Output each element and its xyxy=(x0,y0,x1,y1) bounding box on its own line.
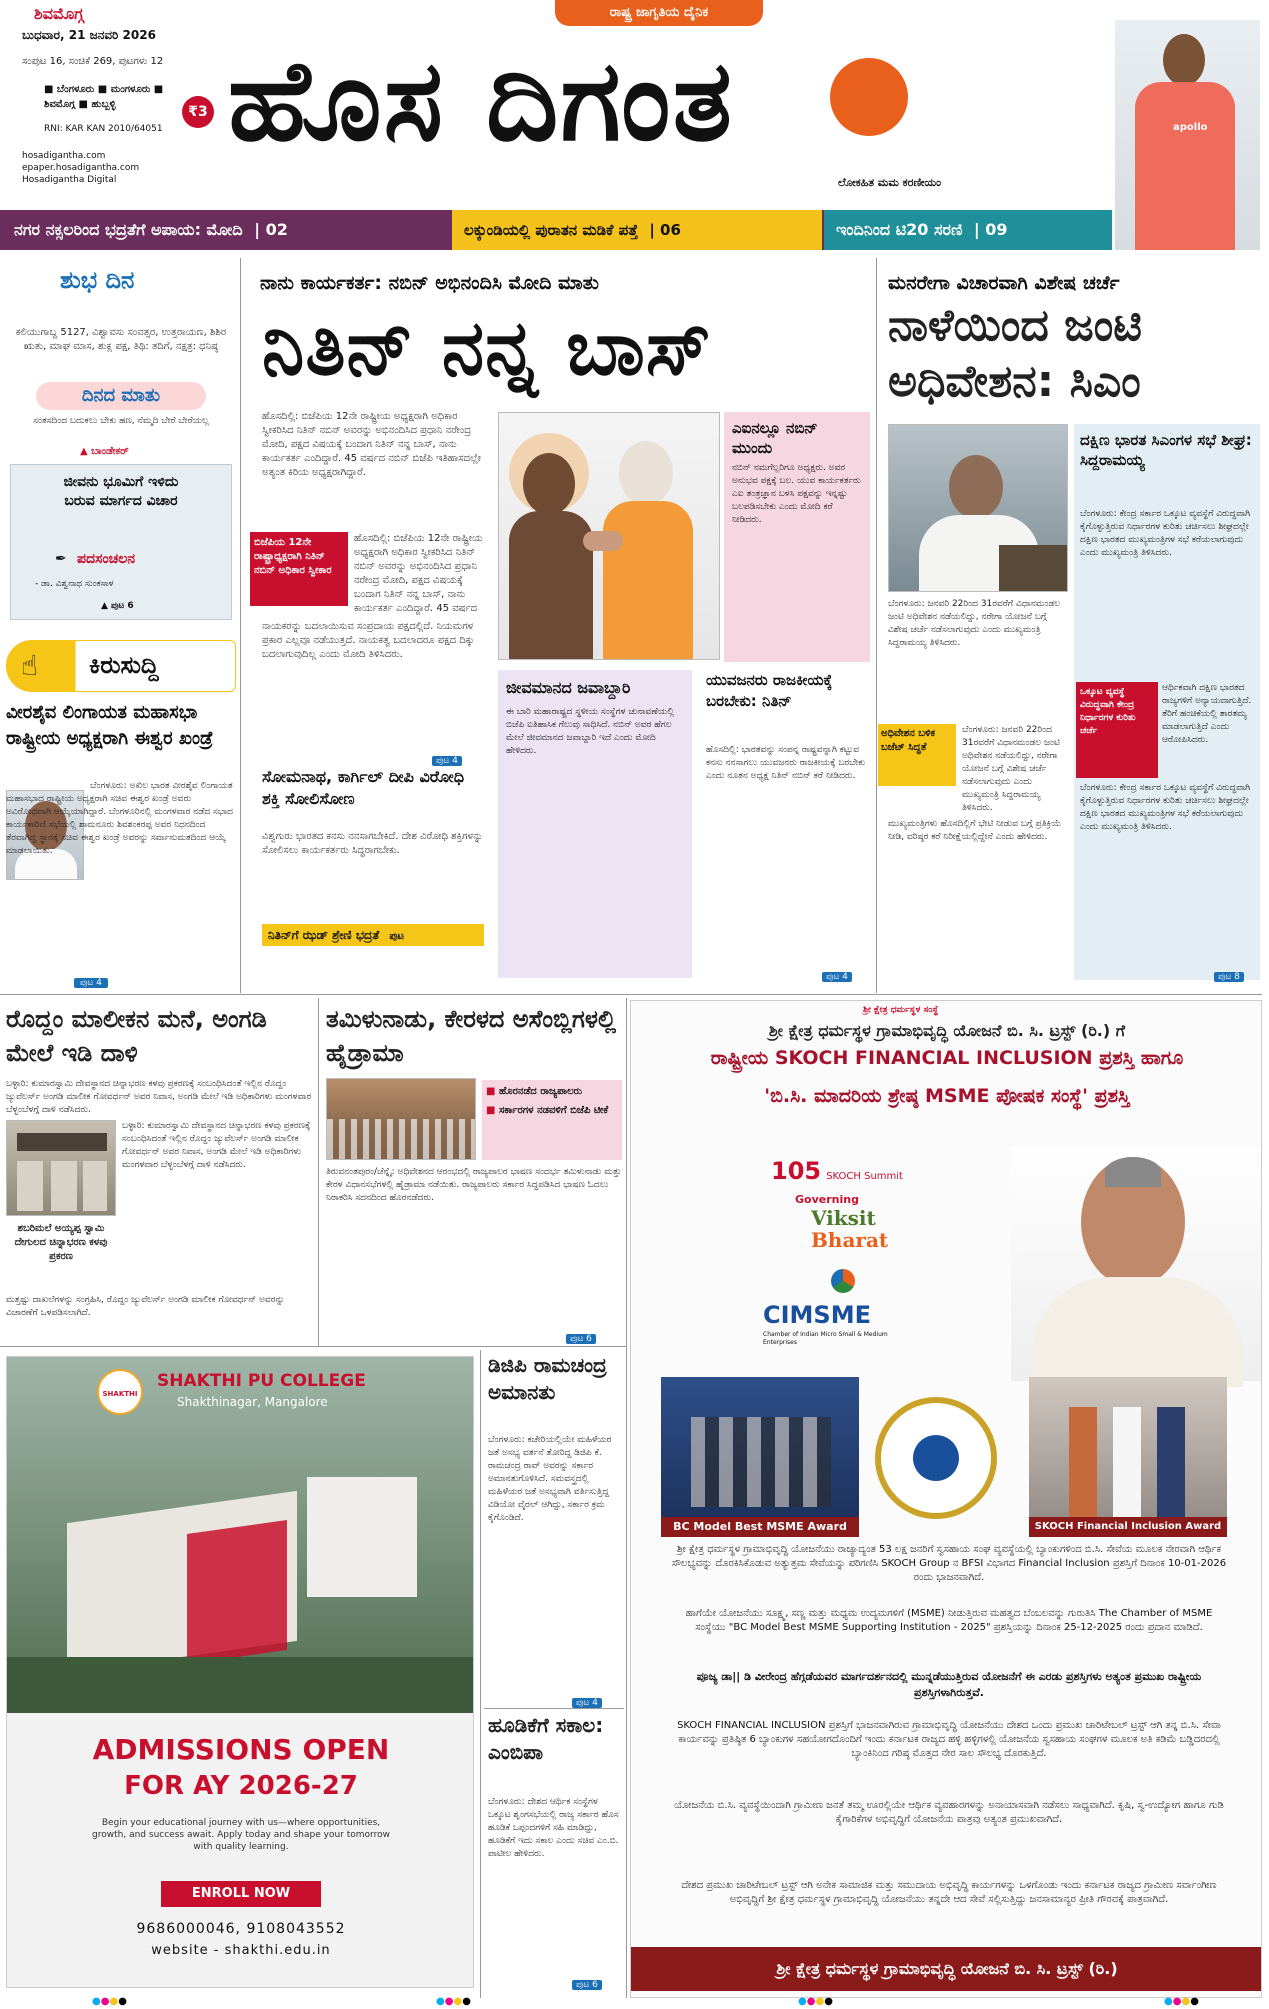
assembly-headline: ತಮಿಳುನಾಡು, ಕೇರಳದ ಅಸೆಂಬ್ಲಿಗಳಲ್ಲಿ ಹೈಡ್ರಾಮಾ xyxy=(326,1005,617,1067)
dinada-matu-title: ದಿನದ ಮಾತು xyxy=(36,382,206,410)
skoch-advertisement xyxy=(630,1000,1262,1998)
ad-para-2: ಹಾಗೆಯೇ ಯೋಜನೆಯು ಸೂಕ್ಷ್ಮ, ಸಣ್ಣ ಮತ್ತು ಮಧ್ಯಮ ಉದ್ಯಮಗಳಿಗೆ (MSME) ನೀಡುತ್ತಿರುವ ಮಹತ್ವದ ಬೆಂಬಲವನ್ನು ಗುರುತಿಸಿ The Chamber of MSME ಸಂಸ್ಥೆಯು "BC Model Best MSME Supporting Institution - 2025" ಪ್ರಶಸ್ತಿಯನ್ನು ದಿನಾಂಕ 25-12-2025 ರಂದು ಪ್ರದಾನ ಮಾಡಿದೆ. xyxy=(685,1608,1213,1633)
enroll-now-button[interactable]: ENROLL NOW xyxy=(161,1881,321,1907)
laurel-emblem-icon xyxy=(875,1397,997,1519)
column-page: ▲ ಪುಟ 6 xyxy=(101,601,134,611)
college-advertisement xyxy=(6,1356,474,1988)
ticker-text: ನಗರ ನಕ್ಸಲರಿಂದ ಭದ್ರತೆಗೆ ಅಪಾಯ: ಮೋದಿ xyxy=(14,220,243,239)
ai-sidebar xyxy=(724,412,870,662)
column-author: - ಡಾ. ವಿಶ್ವನಾಥ ಸುಂಕಸಾಳ xyxy=(35,579,114,589)
column-name: ಪದಸಂಚಲನ xyxy=(77,551,136,567)
jeeva-box xyxy=(498,670,692,978)
assembly-photo xyxy=(326,1078,476,1160)
ticker-page: 06 xyxy=(660,221,681,239)
photo-caption: BC Model Best MSME Award xyxy=(661,1517,859,1537)
kiru-headline: ವೀರಶೈವ ಲಿಂಗಾಯತ ಮಹಾಸಭಾ ರಾಷ್ಟ್ರೀಯ ಅಧ್ಯಕ್ಷರಾಗಿ ಈಶ್ವರ ಖಂಡ್ರೆ xyxy=(6,702,213,749)
sun-emblem-icon xyxy=(830,58,908,136)
lead-body-2: ನಾಯಕರನ್ನು ಬದಲಾಯಿಸುವ ಸಂಪ್ರದಾಯ ಪಕ್ಷದಲ್ಲಿದೆ. ನಿಯಮಗಳ ಪ್ರಕಾರ ಎಲ್ಲವೂ ನಡೆಯುತ್ತದೆ. ನಾಯಕತ್ವ ಬದಲಾದರೂ ಪಕ್ಷದ ದಿಕ್ಕು ಬದಲಾಗುವುದಿಲ್ಲ ಎಂದು ಮೋದಿ ತಿಳಿಸಿದರು. xyxy=(262,621,475,660)
print-registration-marks: ●●●● xyxy=(798,1996,833,2007)
website-link[interactable]: hosadigantha.com xyxy=(22,151,106,161)
newspaper-name: ಹೊಸ ದಿಗಂತ xyxy=(228,36,734,166)
kiru-page-link[interactable]: ಪುಟ 4 xyxy=(74,978,108,988)
south-cm-box xyxy=(1074,424,1260,980)
assembly-text: ತಿರುವನಂತಪುರಂ/ಚೆನ್ನೈ: ಅಧಿವೇಶನದ ಆರಂಭದಲ್ಲಿ ರಾಜ್ಯಪಾಲರ ಭಾಷಣ ಸಂದರ್ಭ ತಮಿಳುನಾಡು ಮತ್ತು ಕೇರಳ ವಿಧಾನಸಭೆಗಳಲ್ಲಿ ಹೈಡ್ರಾಮಾ ನಡೆಯಿತು. ರಾಜ್ಯಪಾಲರು ಸರ್ಕಾರ ಸಿದ್ಧಪಡಿಸಿದ ಭಾಷಣ ಓದಲು ನಿರಾಕರಿಸಿ ಸದನದಿಂದ ಹೊರನಡೆದರು. xyxy=(326,1167,622,1203)
motto: ಲೋಕಹಿತ ಮಮ ಕರಣೀಯಂ xyxy=(838,176,942,189)
ed-raid-caption: ಶಬರಿಮಲೆ ಅಯ್ಯಪ್ಪ ಸ್ವಾಮಿ ದೇಗುಲದ ಚಿನ್ನಾಭರಣ ಕಳವು ಪ್ರಕರಣ xyxy=(14,1223,108,1262)
ticker-text: ಇಂದಿನಿಂದ ಟಿ20 ಸರಣಿ xyxy=(836,220,963,239)
msme-award-photo xyxy=(661,1377,859,1537)
cimsme-emblem-icon xyxy=(831,1269,855,1293)
box-highlight: ಒಕ್ಕೂಟ ವ್ಯವಸ್ಥೆ ವಿರುದ್ಧವಾಗಿ ಕೇಂದ್ರ ನಿರ್ಧಾರಗಳ ಕುರಿತು ಚರ್ಚೆ xyxy=(1076,682,1158,778)
ed-raid-text-2: ಮತ್ತಷ್ಟು ದಾಖಲೆಗಳನ್ನು ಸಂಗ್ರಹಿಸಿ, ರೊದ್ದಂ ಜ್ಯುವೆಲರ್ಸ್ ಅಂಗಡಿ ಮಾಲೀಕ ಗೋವರ್ಧನ್ ಅವರನ್ನು ವಿಚಾರಣೆಗೆ ಒಳಪಡಿಸಲಾಗಿದೆ. xyxy=(6,1295,285,1318)
ad-para-3: ಪೂಜ್ಯ ಡಾ|| ಡಿ ವೀರೇಂದ್ರ ಹೆಗ್ಗಡೆಯವರ ಮಾರ್ಗದರ್ಶನದಲ್ಲಿ ಮುನ್ನಡೆಯುತ್ತಿರುವ ಯೋಜನೆಗೆ ಈ ಎರಡು ಪ್ರಶಸ್ತಿಗಳು ಅತ್ಯಂತ ಪ್ರಮುಖ ರಾಷ್ಟ್ರೀಯ ಪ್ರಶಸ್ತಿಗಳಾಗಿರುತ್ತವೆ. xyxy=(696,1670,1202,1699)
epaper-link[interactable]: epaper.hosadigantha.com xyxy=(22,163,140,173)
box-text: ಬೆಂಗಳೂರು: ಕೇಂದ್ರ ಸರ್ಕಾರ ಒಕ್ಕೂಟ ವ್ಯವಸ್ಥೆಗೆ ವಿರುದ್ಧವಾಗಿ ಕೈಗೊಳ್ಳುತ್ತಿರುವ ನಿರ್ಧಾರಗಳ ಕುರಿತು ಚರ್ಚಿಸಲು ಶೀಘ್ರದಲ್ಲೇ ದಕ್ಷಿಣ ಭಾರತದ ಮುಖ್ಯಮಂತ್ರಿಗಳ ಸಭೆ ಕರೆಯಲಾಗುವುದು ಎಂದು ಮುಖ್ಯಮಂತ್ರಿ ತಿಳಿಸಿದರು. xyxy=(1080,509,1251,558)
ticker-item-3[interactable]: ಇಂದಿನಿಂದ ಟಿ20 ಸರಣಿ | 09 xyxy=(824,210,1112,250)
kirusuddi-banner xyxy=(6,640,236,692)
edition-list: ■ ಬೆಂಗಳೂರು ■ ಮಂಗಳೂರು ■ ಶಿವಮೊಗ್ಗ ■ ಹುಬ್ಬಳ್ಳಿ xyxy=(44,84,164,110)
cimsme-sub: Chamber of Indian Micro Small & Medium Enterprises xyxy=(763,1331,888,1346)
ad-top-tag: ಶ್ರೀ ಕ್ಷೇತ್ರ ಧರ್ಮಸ್ಥಳ ಸಂಸ್ಥೆ xyxy=(863,1005,939,1015)
dgp-headline: ಡಿಜಿಪಿ ರಾಮಚಂದ್ರ ಅಮಾನತು xyxy=(488,1353,607,1404)
price: ₹3 xyxy=(188,104,208,120)
college-website[interactable]: website - shakthi.edu.in xyxy=(151,1943,331,1958)
row2-page-link[interactable]: ಪುಟ 6 xyxy=(566,1326,596,1345)
ticker-page: 02 xyxy=(265,220,288,239)
ad-org: ಶ್ರೀ ಕ್ಷೇತ್ರ ಧರ್ಮಸ್ಥಳ ಗ್ರಾಮಾಭಿವೃದ್ಧಿ ಯೋಜನೆ ಬಿ. ಸಿ. ಟ್ರಸ್ಟ್ (ರಿ.) ಗೆ xyxy=(768,1021,1126,1040)
admission-panel xyxy=(7,1713,474,1988)
tagline-banner xyxy=(555,0,763,26)
z-security-strip: ನಿತಿನ್‌ಗೆ ಝಡ್ ಶ್ರೇಣಿ ಭದ್ರತೆ ಪುಟ xyxy=(262,924,484,946)
skoch-award-photo xyxy=(1029,1377,1227,1537)
college-logo-icon: SHAKTHI xyxy=(97,1369,143,1415)
right-headline: ನಾಳೆಯಿಂದ ಜಂಟಿ ಅಧಿವೇಶನ: ಸಿಎಂ xyxy=(888,300,1142,407)
quote-author: ▲ ಬಾಂಡೇಕರ್ xyxy=(80,446,129,457)
bullet-1: ■ ಹೊರನಡೆದ ರಾಜ್ಯಪಾಲರು xyxy=(486,1086,583,1097)
story-text: ಈ ಬಾರಿ ಮಹಾರಾಷ್ಟ್ರದ ಸ್ಥಳೀಯ ಸಂಸ್ಥೆಗಳ ಚುನಾವಣೆಯಲ್ಲಿ ಬಿಜೆಪಿ ಐತಿಹಾಸಿಕ ಗೆಲುವು ಸಾಧಿಸಿದೆ. ನಬಿನ್ ಅವರ ಹೆಗಲ ಮೇಲೆ ಜೀವಮಾನದ ಜವಾಬ್ದಾರಿ ಇದೆ ಎಂದು ಮೋದಿ ಹೇಳಿದರು. xyxy=(506,707,675,756)
ad-award-2: 'ಬಿ.ಸಿ. ಮಾದರಿಯ ಶ್ರೇಷ್ಠ MSME ಪೋಷಕ ಸಂಸ್ಥೆ' ಪ್ರಶಸ್ತಿ xyxy=(764,1085,1130,1107)
ed-raid-text: ಬಳ್ಳಾರಿ: ಕುಮಾರಸ್ವಾಮಿ ದೇವಸ್ಥಾನದ ಚಿನ್ನಾಭರಣ ಕಳವು ಪ್ರಕರಣಕ್ಕೆ ಸಂಬಂಧಿಸಿದಂತೆ ಇಲ್ಲಿನ ರೊದ್ದಂ ಜ್ಯುವೆಲರ್ಸ್ ಅಂಗಡಿ ಮಾಲೀಕ ಗೋವರ್ಧನ್ ಅವರ ನಿವಾಸ, ಅಂಗಡಿ ಮೇಲೆ ಇಡಿ ಅಧಿಕಾರಿಗಳು ಮಂಗಳವಾರ ಬೆಳ್ಳಂಬೆಳಗ್ಗೆ ದಾಳಿ ನಡೆಸಿದರು. xyxy=(6,1079,312,1115)
print-registration-marks: ●●●● xyxy=(1164,1996,1199,2007)
lead-highlight: ಬಿಜೆಪಿಯ 12ನೇ ರಾಷ್ಟ್ರಾಧ್ಯಕ್ಷರಾಗಿ ನಿತಿನ್ ನಬಿನ್ ಅಧಿಕಾರ ಸ್ವೀಕಾರ xyxy=(250,532,348,606)
issue-volume: ಸಂಪುಟ 16, ಸಂಚಿಕೆ 269, ಪುಟಗಳು 12 xyxy=(22,56,164,67)
box-headline: ದಕ್ಷಿಣ ಭಾರತ ಸಿಎಂಗಳ ಸಭೆ ಶೀಘ್ರ: ಸಿದ್ದರಾಮಯ್ಯ xyxy=(1080,431,1252,469)
ticker-item-2[interactable]: ಲಕ್ಕುಂಡಿಯಲ್ಲಿ ಪುರಾತನ ಮಡಿಕೆ ಪತ್ತೆ | 06 xyxy=(452,210,822,250)
lead-kicker: ನಾನು ಕಾರ್ಯಕರ್ತ: ನಬಿನ್ ಅಭಿನಂದಿಸಿ ಮೋದಿ ಮಾತು xyxy=(260,272,599,294)
ad-para-1: ಶ್ರೀ ಕ್ಷೇತ್ರ ಧರ್ಮಸ್ಥಳ ಗ್ರಾಮಾಭಿವೃದ್ಧಿ ಯೋಜನೆಯು ರಾಜ್ಯಾದ್ಯಂತ 53 ಲಕ್ಷ ಜನರಿಗೆ ಸ್ವಸಹಾಯ ಸಂಘ ವ್ಯವಸ್ಥೆಯಲ್ಲಿ ಬ್ಯಾಂಕುಗಳಿಂದ ಬಿ.ಸಿ. ಸೇವೆಯ ಮೂಲಕ ನೇರವಾಗಿ ಆರ್ಥಿಕ ಸೌಲಭ್ಯವನ್ನು ದೊರಕಿಸಿಕೊಡುವ ಅತ್ಯುತ್ತಮ ಸೇವೆಯನ್ನು ಪರಿಗಣಿಸಿ SKOCH Group ನ BFSI ವಿಭಾಗದ Financial Inclusion ಪ್ರಶಸ್ತಿಗೆ ದಿನಾಂಕ 10-01-2026 ರಂದು ಭಾಜನವಾಗಿದೆ. xyxy=(671,1544,1227,1583)
college-place: Shakthinagar, Mangalore xyxy=(177,1395,328,1409)
box-text-2: ಬೆಂಗಳೂರು: ಕೇಂದ್ರ ಸರ್ಕಾರ ಒಕ್ಕೂಟ ವ್ಯವಸ್ಥೆಗೆ ವಿರುದ್ಧವಾಗಿ ಕೈಗೊಳ್ಳುತ್ತಿರುವ ನಿರ್ಧಾರಗಳ ಕುರಿತು ಚರ್ಚಿಸಲು ಶೀಘ್ರದಲ್ಲೇ ದಕ್ಷಿಣ ಭಾರತದ ಮುಖ್ಯಮಂತ್ರಿಗಳ ಸಭೆ ಕರೆಯಲಾಗುವುದು ಎಂದು ಮುಖ್ಯಮಂತ್ರಿ ತಿಳಿಸಿದರು. xyxy=(1080,783,1251,832)
print-registration-marks: ●●●● xyxy=(92,1996,127,2007)
ed-raid-headline: ರೊದ್ದಂ ಮಾಲೀಕನ ಮನೆ, ಅಂಗಡಿ ಮೇಲೆ ಇಡಿ ದಾಳಿ xyxy=(6,1005,267,1067)
right-highlight: ಅಧಿವೇಶನ ಬಳಿಕ ಬಜೆಟ್ ಸಿದ್ಧತೆ xyxy=(878,724,956,786)
rni-number: RNI: KAR KAN 2010/64051 xyxy=(44,124,163,134)
admission-headline: ADMISSIONS OPEN xyxy=(92,1733,390,1766)
hoodike-page-link[interactable]: ಪುಟ 6 xyxy=(572,1972,602,1991)
cricketer-photo: apollo xyxy=(1115,20,1260,250)
photo-caption: SKOCH Financial Inclusion Award xyxy=(1029,1517,1227,1537)
viksit-bharat-logo: Viksit Bharat xyxy=(811,1206,889,1252)
ticker-item-1[interactable]: ನಗರ ನಕ್ಸಲರಿಂದ ಭದ್ರತೆಗೆ ಅಪಾಯ: ಮೋದಿ | 02 xyxy=(0,210,450,250)
admission-tagline: Begin your educational journey with us—where opportunities, growth, and success await. Apply today and shape your tomorrow with quality learning. xyxy=(92,1818,390,1852)
modi-nabin-photo xyxy=(498,412,720,660)
jewellery-shop-photo xyxy=(6,1120,116,1216)
edition-city: ಶಿವಮೊಗ್ಗ xyxy=(34,4,84,23)
hoodike-headline: ಹೂಡಿಕೆಗೆ ಸಕಾಲ: ಎಂಬಿಪಾ xyxy=(488,1713,604,1764)
hand-pointer-icon: ☝ xyxy=(21,649,39,682)
college-name: SHAKTHI PU COLLEGE xyxy=(157,1371,366,1391)
ad-footer: ಶ್ರೀ ಕ್ಷೇತ್ರ ಧರ್ಮಸ್ಥಳ ಗ್ರಾಮಾಭಿವೃದ್ಧಿ ಯೋಜನೆ ಬಿ. ಸಿ. ಟ್ರಸ್ಟ್ (ರಿ.) xyxy=(631,1947,1262,1991)
box-text-side: ಆರ್ಥಿಕವಾಗಿ ದಕ್ಷಿಣ ಭಾರತದ ರಾಜ್ಯಗಳಿಗೆ ಅನ್ಯಾಯವಾಗುತ್ತಿದೆ. ತೆರಿಗೆ ಹಂಚಿಕೆಯಲ್ಲಿ ತಾರತಮ್ಯ ಮಾಡಲಾಗುತ್ತಿದೆ ಎಂದು ಆರೋಪಿಸಿದರು. xyxy=(1162,683,1252,745)
section-title: ಕಿರುಸುದ್ದಿ xyxy=(89,651,159,679)
heggade-photo xyxy=(1011,1147,1262,1381)
ad-award-1: ರಾಷ್ಟ್ರೀಯ SKOCH FINANCIAL INCLUSION ಪ್ರಶಸ್ತಿ ಹಾಗೂ xyxy=(710,1047,1184,1069)
sidebar-headline: ಎಐನಲ್ಲೂ ನಬಿನ್ ಮುಂದು xyxy=(732,419,818,457)
ad-para-4: SKOCH FINANCIAL INCLUSION ಪ್ರಶಸ್ತಿಗೆ ಭಾಜನವಾಗಿರುವ ಗ್ರಾಮಾಭಿವೃದ್ಧಿ ಯೋಜನೆಯು ದೇಶದ ಒಂದು ಪ್ರಮುಖ ಚಾರಿಟೇಬಲ್ ಟ್ರಸ್ಟ್ ಆಗಿ ತನ್ನ ಬಿ.ಸಿ. ಸೇವಾ ಕಾರ್ಯವನ್ನು ಪ್ರತಿಷ್ಠಿತ 6 ಬ್ಯಾಂಕುಗಳ ಸಹಯೋಗದೊಂದಿಗೆ ಇಂದು ಕರ್ನಾಟಕ ರಾಜ್ಯದ ಹಳ್ಳಿ ಹಳ್ಳಿಗಳಲ್ಲಿ ಯೋಜನೆಯ ಸ್ವಸಹಾಯ ಸಂಘಗಳ ಮೂಲಕ ಅತಿ ಕಡಿಮೆ ಬಡ್ಡಿದರದಲ್ಲಿ ಬ್ಯಾಂಕಿನಿಂದ ಗರಿಷ್ಠ ಮೊತ್ತದ ನೇರ ಸಾಲ ಸೌಲಭ್ಯ ದೊರಕುತ್ತಿದೆ. xyxy=(677,1720,1221,1759)
college-phone: 9686000046, 9108043552 xyxy=(136,1921,346,1937)
dgp-page-link[interactable]: ಪುಟ 4 xyxy=(572,1690,602,1709)
middle-page-link[interactable]: ಪುಟ 4 xyxy=(822,964,852,983)
price-badge xyxy=(182,96,214,128)
cimsme-logo: CIMSME xyxy=(763,1301,871,1329)
right-body: ಬೆಂಗಳೂರು: ಜನವರಿ 22ರಿಂದ 31ರವರೆಗೆ ವಿಧಾನಮಂಡಲ ಜಂಟಿ ಅಧಿವೇಶನ ನಡೆಯಲಿದ್ದು, ನರೇಗಾ ಯೋಜನೆ ಬಗ್ಗೆ ವಿಶೇಷ ಚರ್ಚೆ ನಡೆಸಲಾಗುವುದು ಎಂದು ಮುಖ್ಯಮಂತ್ರಿ ಸಿದ್ದರಾಮಯ್ಯ ತಿಳಿಸಿದರು. xyxy=(888,599,1060,648)
bullet-2: ■ ಸರ್ಕಾರಗಳ ನಡವಳಿಗೆ ಬಿಜೆಪಿ ಟೀಕೆ xyxy=(486,1105,609,1116)
column-title: ಜೀವನು ಭೂಮಿಗೆ ಇಳಿದು ಬರುವ ಮಾರ್ಗದ ವಿಚಾರ xyxy=(63,474,179,509)
pen-icon: ✒ xyxy=(55,551,67,567)
yuva-headline: ಯುವಜನರು ರಾಜಕೀಯಕ್ಕೆ ಬರಬೇಕು: ನಿತಿನ್ xyxy=(706,671,833,710)
lead-page-link[interactable]: ಪುಟ 4 xyxy=(432,748,462,767)
somnath-text: ವಿಶ್ವಗುರು ಭಾರತದ ಕನಸು ನನಸಾಗಬೇಕಿದೆ. ದೇಶ ವಿರೋಧಿ ಶಕ್ತಿಗಳನ್ನು ಸೋಲಿಸಲು ಕಾರ್ಯಕರ್ತರು ಸಿದ್ಧರಾಗಬೇಕು. xyxy=(262,831,484,856)
assembly-bullets xyxy=(482,1080,622,1160)
ed-raid-text-side: ಬಳ್ಳಾರಿ: ಕುಮಾರಸ್ವಾಮಿ ದೇವಸ್ಥಾನದ ಚಿನ್ನಾಭರಣ ಕಳವು ಪ್ರಕರಣಕ್ಕೆ ಸಂಬಂಧಿಸಿದಂತೆ ಇಲ್ಲಿನ ರೊದ್ದಂ ಜ್ಯುವೆಲರ್ಸ್ ಅಂಗಡಿ ಮಾಲೀಕ ಗೋವರ್ಧನ್ ಅವರ ನಿವಾಸ, ಅಂಗಡಿ ಮೇಲೆ ಇಡಿ ಅಧಿಕಾರಿಗಳು ಮಂಗಳವಾರ ಬೆಳ್ಳಂಬೆಳಗ್ಗೆ ದಾಳಿ ನಡೆಸಿದರು. xyxy=(122,1121,311,1170)
right-body-side: ಬೆಂಗಳೂರು: ಜನವರಿ 22ರಿಂದ 31ರವರೆಗೆ ವಿಧಾನಮಂಡಲ ಜಂಟಿ ಅಧಿವೇಶನ ನಡೆಯಲಿದ್ದು, ನರೇಗಾ ಯೋಜನೆ ಬಗ್ಗೆ ವಿಶೇಷ ಚರ್ಚೆ ನಡೆಸಲಾಗುವುದು ಎಂದು ಮುಖ್ಯಮಂತ್ರಿ ಸಿದ್ದರಾಮಯ್ಯ ತಿಳಿಸಿದರು. xyxy=(962,725,1060,813)
digital-link[interactable]: Hosadigantha Digital xyxy=(22,175,117,185)
panchanga-text: ಕಲಿಯುಗಾಬ್ದ 5127, ವಿಶ್ವಾವಸು ಸಂವತ್ಸರ, ಉತ್ತರಾಯಣ, ಶಿಶಿರ ಋತು, ಮಾಘ ಮಾಸ, ಶುಕ್ಲ ಪಕ್ಷ, ತಿಥಿ: ತದಿಗೆ, ನಕ್ಷತ್ರ: ಧನಿಷ್ಠ xyxy=(15,327,227,352)
lead-body-cont: ಹೊಸದಿಲ್ಲಿ: ಬಿಜೆಪಿಯ 12ನೇ ರಾಷ್ಟ್ರೀಯ ಅಧ್ಯಕ್ಷರಾಗಿ ಅಧಿಕಾರ ಸ್ವೀಕರಿಸಿದ ನಿತಿನ್ ನಬಿನ್ ಅವರನ್ನು ಅಭಿನಂದಿಸಿದ ಪ್ರಧಾನಿ ನರೇಂದ್ರ ಮೋದಿ, ಪಕ್ಷದ ವಿಷಯಕ್ಕೆ ಬಂದಾಗ ನಿತಿನ್ ನನ್ನ ಬಾಸ್, ನಾನು ಕಾರ್ಯಕರ್ತ ಎಂದಿದ್ದಾರೆ. 45 ವರ್ಷದ xyxy=(354,533,483,614)
ticker-page: 09 xyxy=(985,220,1008,239)
yuva-text: ಹೊಸದಿಲ್ಲಿ: ಭಾರತವನ್ನು ಸಂಪನ್ನ ರಾಷ್ಟ್ರವನ್ನಾಗಿ ಕಟ್ಟುವ ಕನಸು ನನಸಾಗಲು ಯುವಜನರು ರಾಜಕೀಯಕ್ಕೆ ಬರಬೇಕು ಎಂದು ನೂತನ ಅಧ್ಯಕ್ಷ ನಿತಿನ್ ನಬಿನ್ ಕರೆ ನೀಡಿದರು. xyxy=(706,745,866,781)
hoodike-text: ಬೆಂಗಳೂರು: ದೇಶದ ಆರ್ಥಿಕ ಸಂಸ್ಥೆಗಳ ಒಕ್ಕೂಟ ಶೃಂಗಸಭೆಯಲ್ಲಿ ರಾಜ್ಯ ಸರ್ಕಾರ ಹೊಸ ಹೂಡಿಕೆ ಒಪ್ಪಂದಗಳಿಗೆ ಸಹಿ ಮಾಡಿದ್ದು, ಹೂಡಿಕೆಗೆ ಇದು ಸಕಾಲ ಎಂದು ಸಚಿವ ಎಂ.ಬಿ. ಪಾಟೀಲ ಹೇಳಿದರು. xyxy=(488,1797,619,1859)
padasanchalana-box xyxy=(10,464,232,620)
kiru-text: ಬೆಂಗಳೂರು: ಅಖಿಲ ಭಾರತ ವೀರಶೈವ ಲಿಂಗಾಯತ ಮಹಾಸಭಾದ ರಾಷ್ಟ್ರೀಯ ಅಧ್ಯಕ್ಷರಾಗಿ ಸಚಿವ ಈಶ್ವರ ಖಂಡ್ರೆ ಅವರು ಅವಿರೋಧವಾಗಿ ಆಯ್ಕೆಯಾಗಿದ್ದಾರೆ. ಬೆಂಗಳೂರಿನಲ್ಲಿ ಮಂಗಳವಾರ ನಡೆದ ಸಭಾದ ಕಾರ್ಯಕಾರಿಣಿ ಸಭೆಯಲ್ಲಿ ಶಾಮನೂರು ಶಿವಶಂಕರಪ್ಪ ಅವರ ನಿಧನದಿಂದ ತೆರವಾಗಿದ್ದ ಸ್ಥಾನಕ್ಕೆ ಸಚಿವ ಈಶ್ವರ ಖಂಡ್ರೆ ಅವರನ್ನು ಸರ್ವಾನುಮತದಿಂದ ಆಯ್ಕೆ ಮಾಡಲಾಯಿತು. xyxy=(6,781,233,856)
right-body-2: ಮುಖ್ಯಮಂತ್ರಿಗಳು ಹೊಸದಿಲ್ಲಿಗೆ ಭೇಟಿ ನೀಡುವ ಬಗ್ಗೆ ಪ್ರತಿಕ್ರಿಯೆ ನೀಡಿ, ವರಿಷ್ಠರ ಕರೆ ನಿರೀಕ್ಷೆಯಲ್ಲಿದ್ದೇನೆ ಎಂದು ಹೇಳಿದರು. xyxy=(888,819,1062,842)
admission-year: FOR AY 2026-27 xyxy=(124,1771,358,1801)
ticker-text: ಲಕ್ಕುಂಡಿಯಲ್ಲಿ ಪುರಾತನ ಮಡಿಕೆ ಪತ್ತೆ xyxy=(464,221,639,239)
lead-body: ಹೊಸದಿಲ್ಲಿ: ಬಿಜೆಪಿಯ 12ನೇ ರಾಷ್ಟ್ರೀಯ ಅಧ್ಯಕ್ಷರಾಗಿ ಅಧಿಕಾರ ಸ್ವೀಕರಿಸಿದ ನಿತಿನ್ ನಬಿನ್ ಅವರನ್ನು ಅಭಿನಂದಿಸಿದ ಪ್ರಧಾನಿ ನರೇಂದ್ರ ಮೋದಿ, ಪಕ್ಷದ ವಿಷಯಕ್ಕೆ ಬಂದಾಗ ನಿತಿನ್ ನನ್ನ ಬಾಸ್, ನಾನು ಕಾರ್ಯಕರ್ತ ಎಂದಿದ್ದಾರೆ. 45 ವರ್ಷದ ನಬಿನ್ ಬಿಜೆಪಿ ಇತಿಹಾಸದಲ್ಲೇ ಅತ್ಯಂತ ಕಿರಿಯ ಅಧ್ಯಕ್ಷರಾಗಿದ್ದಾರೆ. xyxy=(262,411,481,478)
ad-para-6: ದೇಶದ ಪ್ರಮುಖ ಚಾರಿಟೇಬಲ್ ಟ್ರಸ್ಟ್ ಆಗಿ ಅನೇಕ ಸಾಮಾಜಿಕ ಮತ್ತು ಸಮುದಾಯ ಅಭಿವೃದ್ಧಿ ಕಾರ್ಯಗಳನ್ನು ಒಳಗೊಂಡು ಇಂದು ಕರ್ನಾಟಕ ರಾಜ್ಯದ ಗ್ರಾಮೀಣ ಸರ್ವಾಂಗೀಣ ಅಭಿವೃದ್ಧಿಗೆ ಶ್ರೀ ಕ್ಷೇತ್ರ ಧರ್ಮಸ್ಥಳ ಗ್ರಾಮಾಭಿವೃದ್ಧಿ ಯೋಜನೆಯು ತನ್ನದೇ ಆದ ಸೇವೆ ಸಲ್ಲಿಸುತ್ತಿದ್ದು ಜನಸಾಮಾನ್ಯರ ಪ್ರೀತಿ ಗೌರವಕ್ಕೆ ಪಾತ್ರವಾಗಿದೆ. xyxy=(681,1880,1217,1905)
sidebar-text: ನಬಿನ್ ನಮಗೆಲ್ಲರಿಗೂ ಅಧ್ಯಕ್ಷರು. ಅವರ ಅನುಭವ ಪಕ್ಷಕ್ಕೆ ಬಲ. ಯುವ ಕಾರ್ಯಕರ್ತರು ಎಐ ತಂತ್ರಜ್ಞಾನ ಬಳಸಿ ಪಕ್ಷವನ್ನು ಇನ್ನಷ್ಟು ಬಲಪಡಿಸಬೇಕು ಎಂದು ಮೋದಿ ಕರೆ ನೀಡಿದರು. xyxy=(732,463,861,525)
campus-photo xyxy=(7,1357,474,1717)
ad-para-5: ಯೋಜನೆಯ ಬಿ.ಸಿ. ವ್ಯವಸ್ಥೆಯಿಂದಾಗಿ ಗ್ರಾಮೀಣ ಜನತೆ ತಮ್ಮ ಊರಲ್ಲಿಯೇ ಆರ್ಥಿಕ ವ್ಯವಹಾರಗಳನ್ನು ಅನಾಯಾಸವಾಗಿ ನಡೆಸಲು ಸಾಧ್ಯವಾಗಿದೆ. ಕೃಷಿ, ಸ್ವ-ಉದ್ಯೋಗ ಹಾಗೂ ಗುಡಿ ಕೈಗಾರಿಕೆಗಳ ಅಭಿವೃದ್ಧಿಗೆ ಯೋಜನೆಯ ಪಾತ್ರವು ಅತ್ಯಂತ ಪ್ರಮುಖವಾಗಿದೆ. xyxy=(674,1800,1224,1825)
quote-of-day: ಸಂತಸದಿಂದ ಬದುಕಲು ಬೇಕು ಹಣ, ನೆಮ್ಮದಿ ಬೇರೆ ಬೇರೆಯಲ್ಲ xyxy=(33,416,209,426)
right-kicker: ಮನರೇಗಾ ವಿಚಾರವಾಗಿ ವಿಶೇಷ ಚರ್ಚೆ xyxy=(888,272,1120,294)
lead-headline: ನಿತಿನ್ ನನ್ನ ಬಾಸ್ xyxy=(262,303,712,392)
governing-label: Governing xyxy=(795,1193,859,1206)
siddaramaiah-photo xyxy=(888,424,1068,592)
dgp-text: ಬೆಂಗಳೂರು: ಕಚೇರಿಯಲ್ಲಿಯೇ ಮಹಿಳೆಯರ ಜತೆ ಅಸಭ್ಯ ವರ್ತನೆ ತೋರಿದ್ದ ಡಿಜಿಪಿ ಕೆ. ರಾಮಚಂದ್ರ ರಾವ್ ಅವರನ್ನು ಸರ್ಕಾರ ಅಮಾನತುಗೊಳಿಸಿದೆ. ಸಮವಸ್ತ್ರದಲ್ಲಿ ಮಹಿಳೆಯರ ಜತೆ ಅಸಭ್ಯವಾಗಿ ವರ್ತಿಸುತ್ತಿದ್ದ ವಿಡಿಯೋ ವೈರಲ್ ಆಗಿದ್ದು, ಸರ್ಕಾರ ಕ್ರಮ ಕೈಗೊಂಡಿದೆ. xyxy=(488,1435,612,1523)
print-registration-marks: ●●●● xyxy=(436,1996,471,2007)
shubha-dina-title: ಶುಭ ದಿನ xyxy=(60,266,135,294)
box-page-link[interactable]: ಪುಟ 8 xyxy=(1214,964,1244,983)
tagline-text: ರಾಷ್ಟ್ರ ಜಾಗೃತಿಯ ದೈನಿಕ xyxy=(609,5,709,20)
issue-date: ಬುಧವಾರ, 21 ಜನವರಿ 2026 xyxy=(22,28,156,42)
story-headline: ಜೀವಮಾನದ ಜವಾಬ್ದಾರಿ xyxy=(506,678,631,697)
skoch-logo: 105 SKOCH Summit xyxy=(771,1157,903,1185)
somnath-headline: ಸೋಮನಾಥ, ಕಾರ್ಗಿಲ್ ದೀಪಿ ವಿರೋಧಿ ಶಕ್ತಿ ಸೋಲಿಸೋಣ xyxy=(262,767,465,808)
